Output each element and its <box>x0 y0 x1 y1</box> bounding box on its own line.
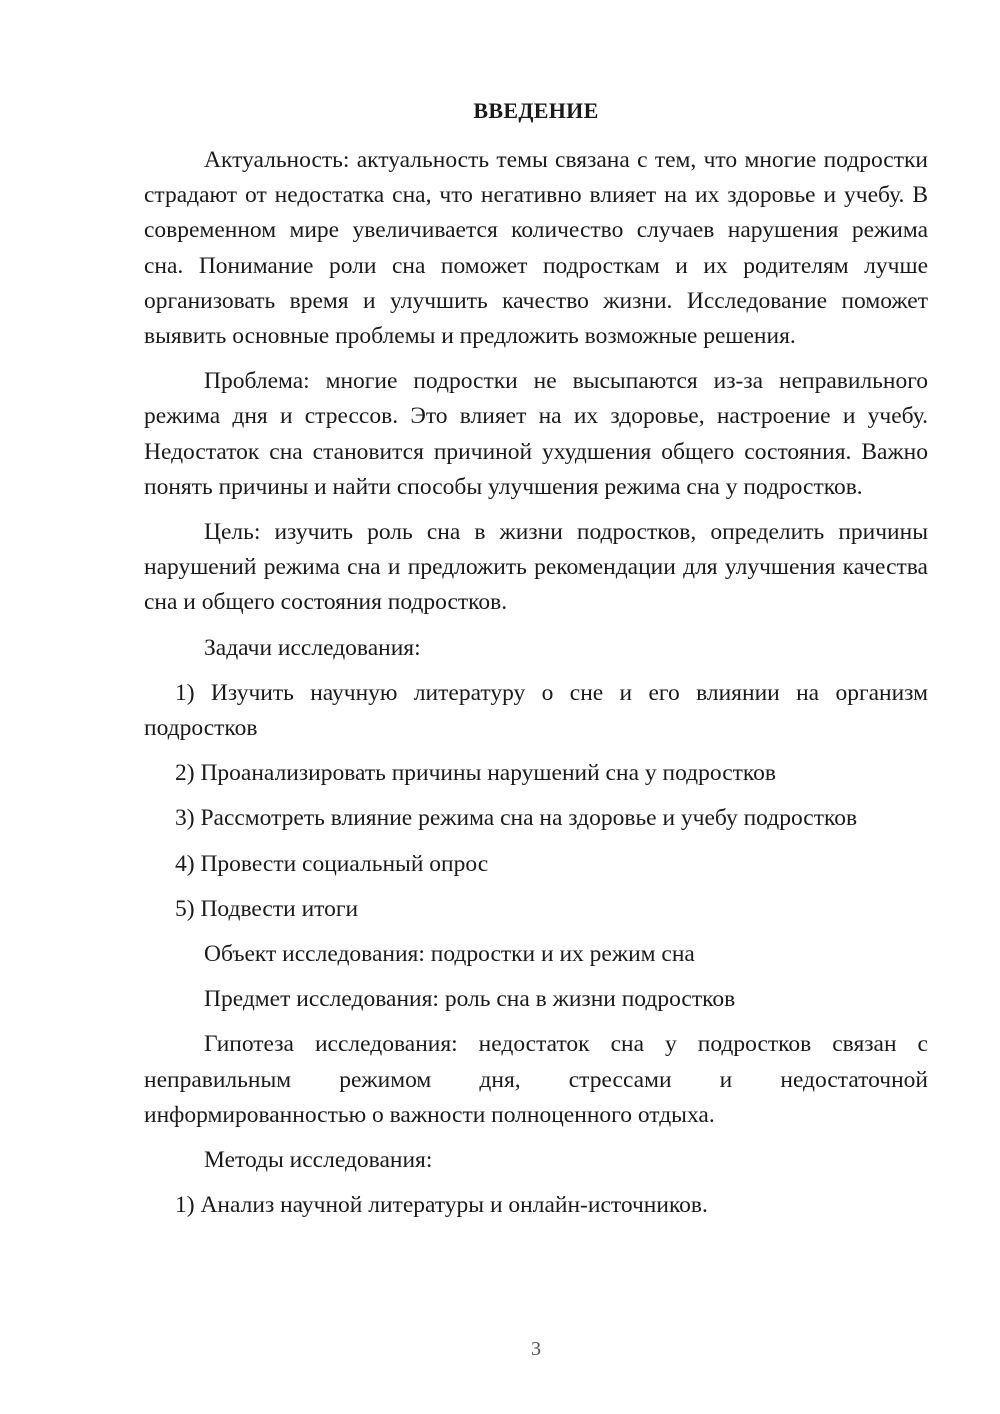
task-item-2: 2) Проанализировать причины нарушений сна у подростков <box>175 760 776 787</box>
method-item-1: 1) Анализ научной литературы и онлайн-источников. <box>175 1192 708 1219</box>
task-item-4: 4) Провести социальный опрос <box>175 850 489 877</box>
task-item-5: 5) Подвести итоги <box>175 895 359 922</box>
goal-paragraph: Цель: изучить роль сна в жизни подростков, определить причины нарушений режима сна и предложить рекомендации для улучшения качества сна и общего состояния подростков. <box>144 519 928 616</box>
relevance-paragraph: Актуальность: актуальность темы связана с тем, что многие подростки страдают от недостатка сна, что негативно влияет на их здоровье и учебу. В современном мире увеличивается количество случаев нарушения режима сна. Понимание роли сна поможет подросткам и их родителям лучше организовать время и улучшить качество жизни. Исследование поможет выявить основные проблемы и предложить возможные решения. <box>144 147 928 350</box>
research-subject: Предмет исследования: роль сна в жизни подростков <box>204 986 736 1013</box>
page-title: ВВЕДЕНИЕ <box>473 98 599 123</box>
tasks-heading: Задачи исследования: <box>204 634 421 661</box>
methods-heading: Методы исследования: <box>204 1147 433 1174</box>
document-body <box>144 143 928 1223</box>
hypothesis-paragraph: Гипотеза исследования: недостаток сна у подростков связан с неправильным режимом дня, стрессами и недостаточной информированностью о важности полноценного отдыха. <box>144 1031 928 1128</box>
problem-paragraph: Проблема: многие подростки не высыпаются из-за неправильного режима дня и стрессов. Это влияет на их здоровье, настроение и учебу. Недостаток сна становится причиной ухудшения общего состояния. Важно понять причины и найти способы улучшения режима сна у подростков. <box>144 368 928 500</box>
task-item-1: 1) Изучить научную литературу о сне и его влиянии на организм подростков <box>144 679 928 742</box>
task-item-3: 3) Рассмотреть влияние режима сна на здоровье и учебу подростков <box>175 805 858 832</box>
page-number: 3 <box>531 1338 541 1360</box>
research-object: Объект исследования: подростки и их режим сна <box>204 941 695 968</box>
